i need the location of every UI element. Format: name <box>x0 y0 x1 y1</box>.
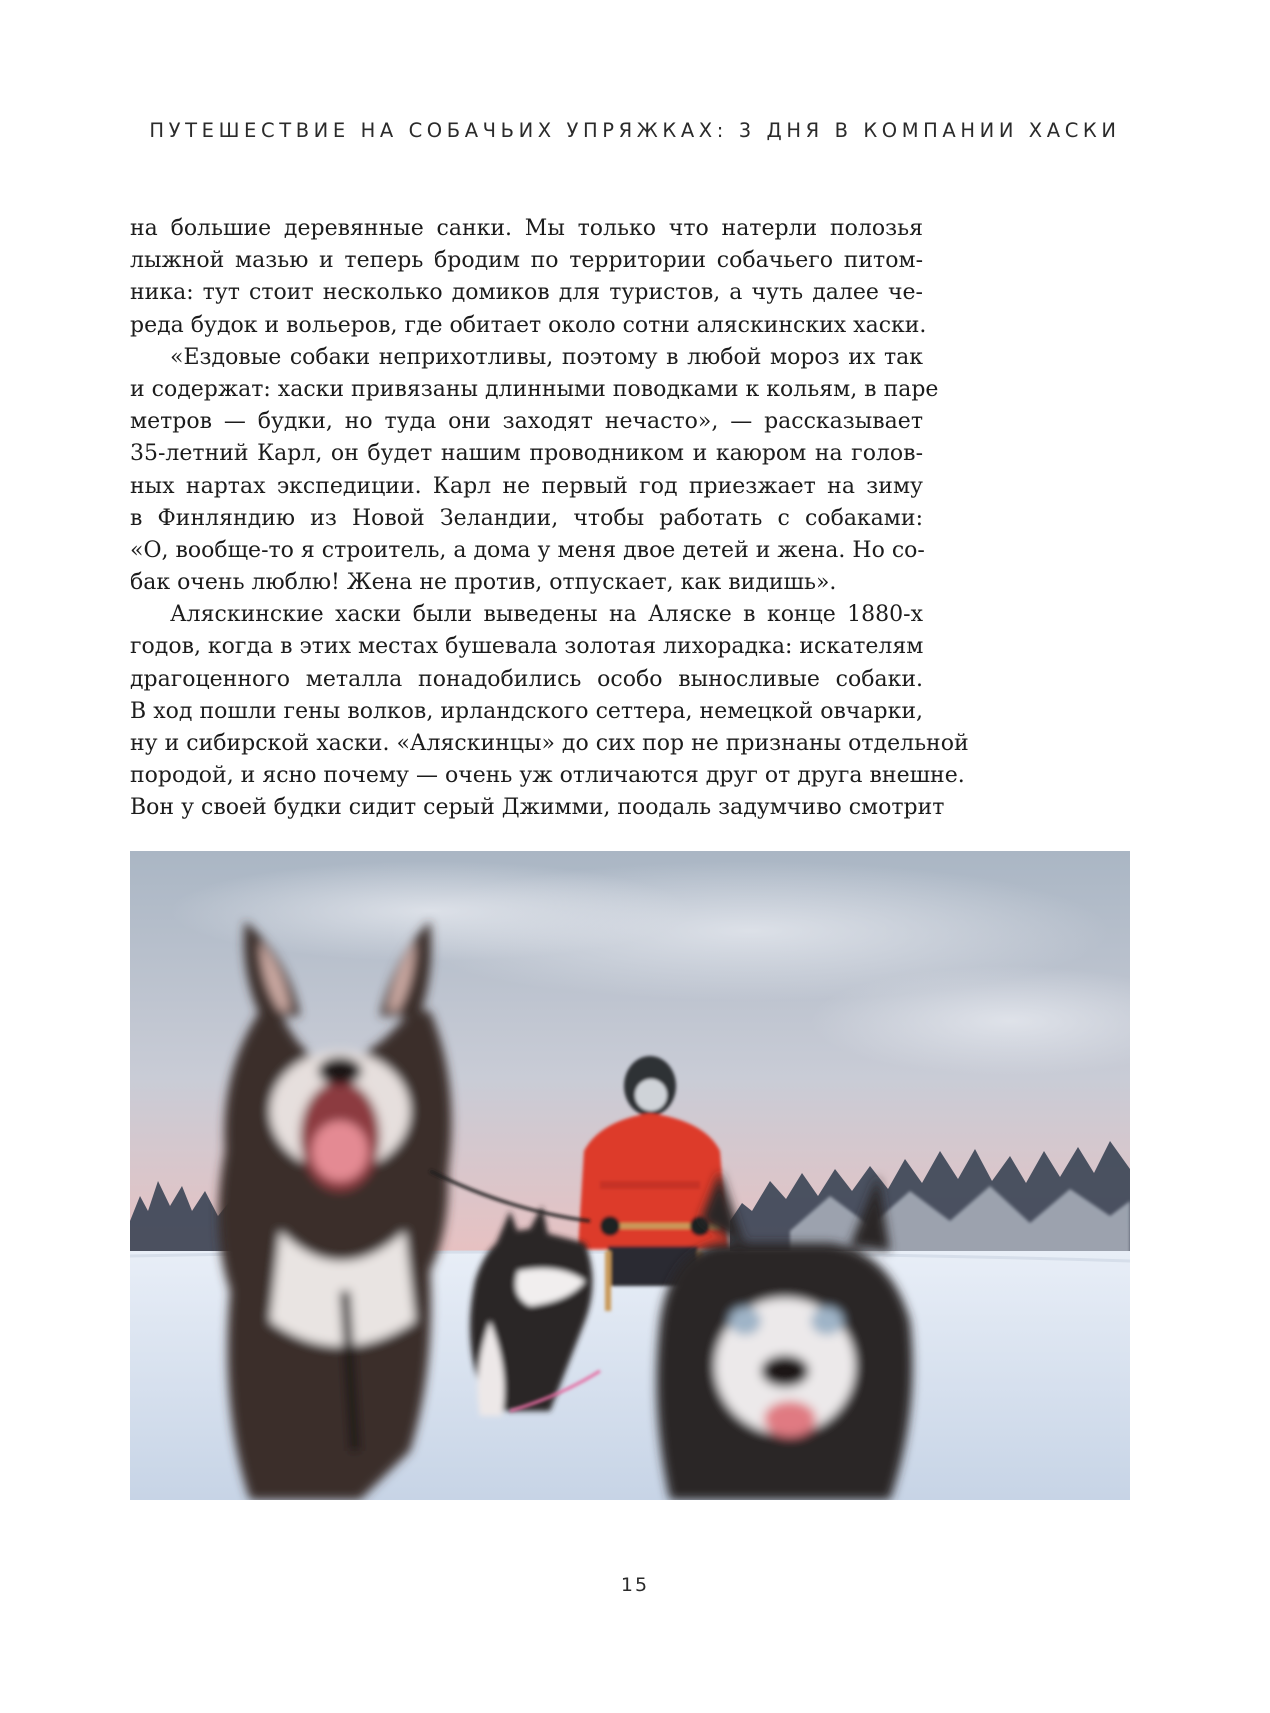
text-line: ну и сибирской хаски. «Аляскинцы» до сих пор не признаны отдельной <box>130 731 969 756</box>
text-line: породой, и ясно почему — очень уж отличаются друг от друга внешне. <box>130 763 965 789</box>
page-number: 15 <box>620 1574 650 1596</box>
text-line: «О, вообще-то я строитель, а дома у меня двое детей и жена. Но со- <box>130 537 925 563</box>
text-line: «Ездовые собаки неприхотливы, поэтому в любой мороз их так <box>170 344 923 370</box>
text-line: драгоценного металла понадобились особо выносливые собаки. <box>130 666 923 692</box>
text-line: В ход пошли гены волков, ирландского сеттера, немецкой овчарки, <box>130 698 923 724</box>
text-line: в Финляндию из Новой Зеландии, чтобы работать с собаками: <box>130 505 923 531</box>
husky-sled-photo <box>130 851 1130 1500</box>
text-line: годов, когда в этих местах бушевала золотая лихорадка: искателям <box>130 634 924 660</box>
text-line: ника: тут стоит несколько домиков для туристов, а чуть далее че- <box>130 280 923 306</box>
body-text <box>130 213 969 825</box>
photo-illustration <box>130 851 1130 1500</box>
text-line: и содержат: хаски привязаны длинными поводками к кольям, в паре <box>130 376 939 402</box>
text-line: реда будок и вольеров, где обитает около сотни аляскинских хаски. <box>130 312 927 338</box>
text-line: на большие деревянные санки. Мы только что натерли полозья <box>130 216 923 241</box>
running-head: ПУТЕШЕСТВИЕ НА СОБАЧЬИХ УПРЯЖКАХ: 3 ДНЯ В КОМПАНИИ ХАСКИ <box>149 119 1121 142</box>
text-line: метров — будки, но туда они заходят нечасто», — рассказывает <box>130 409 923 435</box>
text-line: бак очень люблю! Жена не против, отпускает, как видишь». <box>130 570 837 596</box>
text-line: лыжной мазью и теперь бродим по территории собачьего питом- <box>130 248 923 274</box>
text-line: Вон у своей будки сидит серый Джимми, поодаль задумчиво смотрит <box>130 795 945 821</box>
text-line: 35-летний Карл, он будет нашим проводником и каюром на голов- <box>130 441 923 467</box>
text-line: Аляскинские хаски были выведены на Аляске в конце 1880-х <box>170 602 923 628</box>
text-line: ных нартах экспедиции. Карл не первый год приезжает на зиму <box>130 473 923 499</box>
